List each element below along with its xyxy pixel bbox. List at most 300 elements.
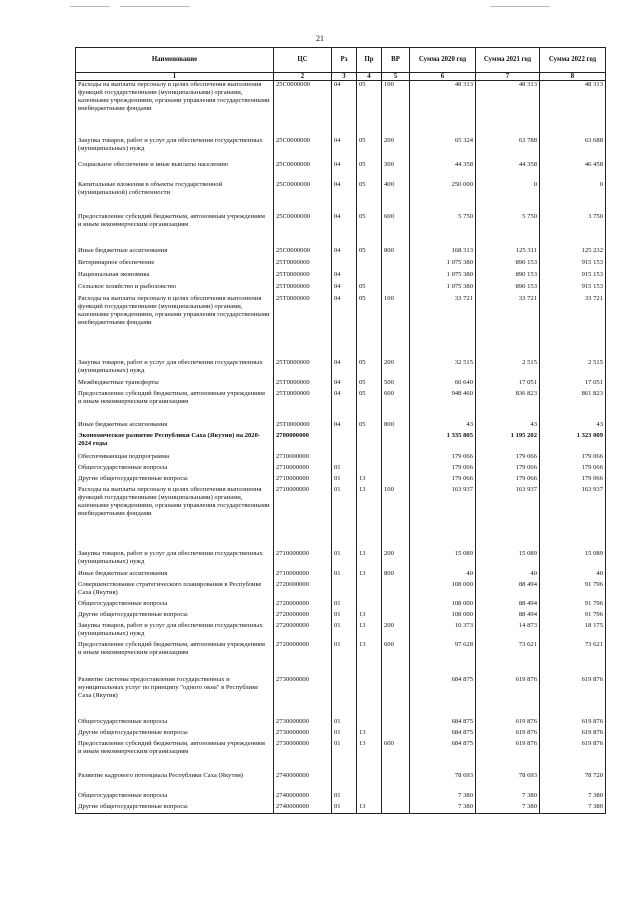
row-sum-2020: 684 875 xyxy=(410,740,476,772)
row-expense-type xyxy=(382,464,410,475)
row-target-code: 2730000000 xyxy=(274,729,332,740)
table-row xyxy=(76,247,606,259)
col-header-rz: Рз xyxy=(332,48,357,73)
table-row xyxy=(76,390,606,421)
row-target-code: 25Т0000000 xyxy=(274,359,332,379)
row-sum-2021: 40 xyxy=(476,570,540,581)
row-sum-2021: 88 494 xyxy=(476,611,540,622)
row-expense-type: 600 xyxy=(382,213,410,247)
row-sum-2020: 32 515 xyxy=(410,359,476,379)
row-sum-2022: 7 380 xyxy=(540,792,606,803)
table-row xyxy=(76,137,606,161)
row-section: 01 xyxy=(332,486,357,550)
row-expense-type xyxy=(382,283,410,295)
row-expense-type: 200 xyxy=(382,622,410,641)
budget-table xyxy=(75,47,606,814)
row-sum-2021: 5 750 xyxy=(476,213,540,247)
row-sum-2020: 1 075 380 xyxy=(410,259,476,271)
row-sum-2022: 91 796 xyxy=(540,581,606,600)
row-subsection: 05 xyxy=(357,161,382,181)
row-section xyxy=(332,432,357,453)
row-sum-2022: 91 796 xyxy=(540,600,606,611)
row-section xyxy=(332,453,357,464)
row-subsection: 13 xyxy=(357,550,382,570)
row-sum-2020: 10 373 xyxy=(410,622,476,641)
row-name: Предоставление субсидий бюджетным, автономным учреждениям и иным некоммерческим организациям xyxy=(76,390,274,421)
row-sum-2020: 40 xyxy=(410,570,476,581)
row-section xyxy=(332,676,357,718)
row-section: 01 xyxy=(332,729,357,740)
col-number: 5 xyxy=(382,73,410,81)
row-sum-2022: 78 720 xyxy=(540,772,606,792)
row-name: Предоставление субсидий бюджетным, автономным учреждениям и иным некоммерческим организациям xyxy=(76,740,274,772)
row-section: 01 xyxy=(332,464,357,475)
row-section: 04 xyxy=(332,359,357,379)
row-target-code: 25С0000000 xyxy=(274,81,332,137)
row-subsection xyxy=(357,271,382,283)
table-row xyxy=(76,622,606,641)
row-sum-2022: 73 621 xyxy=(540,641,606,676)
row-sum-2020: 684 875 xyxy=(410,718,476,729)
table-body xyxy=(76,81,606,814)
row-name: Сельское хозяйство и рыболовство xyxy=(76,283,274,295)
row-target-code: 25С0000000 xyxy=(274,247,332,259)
row-sum-2022: 48 313 xyxy=(540,81,606,137)
row-section: 01 xyxy=(332,622,357,641)
row-sum-2022: 63 688 xyxy=(540,137,606,161)
row-target-code: 2720000000 xyxy=(274,581,332,600)
row-target-code: 25Т0000000 xyxy=(274,421,332,432)
row-sum-2022: 43 xyxy=(540,421,606,432)
row-section: 04 xyxy=(332,421,357,432)
row-subsection xyxy=(357,581,382,600)
row-expense-type xyxy=(382,475,410,486)
row-sum-2021: 0 xyxy=(476,181,540,213)
row-expense-type: 100 xyxy=(382,486,410,550)
row-section: 01 xyxy=(332,641,357,676)
row-target-code: 25Т0000000 xyxy=(274,390,332,421)
row-sum-2021: 88 494 xyxy=(476,600,540,611)
row-sum-2020: 108 000 xyxy=(410,611,476,622)
table-row xyxy=(76,581,606,600)
row-sum-2021: 890 153 xyxy=(476,259,540,271)
col-header-2020: Сумма 2020 год xyxy=(410,48,476,73)
row-expense-type: 800 xyxy=(382,247,410,259)
col-number: 1 xyxy=(76,73,274,81)
row-section xyxy=(332,581,357,600)
row-name: Закупка товаров, работ и услуг для обеспечения государственных (муниципальных) нужд xyxy=(76,550,274,570)
row-target-code: 25С0000000 xyxy=(274,213,332,247)
row-sum-2021: 73 621 xyxy=(476,641,540,676)
row-sum-2020: 97 628 xyxy=(410,641,476,676)
row-name: Иные бюджетные ассигнования xyxy=(76,570,274,581)
row-subsection xyxy=(357,432,382,453)
row-subsection xyxy=(357,718,382,729)
row-name: Другие общегосударственные вопросы xyxy=(76,611,274,622)
row-sum-2022: 619 876 xyxy=(540,740,606,772)
row-sum-2021: 15 089 xyxy=(476,550,540,570)
col-number: 8 xyxy=(540,73,606,81)
row-expense-type: 200 xyxy=(382,137,410,161)
row-target-code: 2700000000 xyxy=(274,432,332,453)
table-row xyxy=(76,295,606,359)
col-header-2022: Сумма 2022 год xyxy=(540,48,606,73)
row-target-code: 2740000000 xyxy=(274,792,332,803)
col-header-pr: Пр xyxy=(357,48,382,73)
row-subsection xyxy=(357,259,382,271)
row-sum-2020: 48 313 xyxy=(410,81,476,137)
row-sum-2022: 1 323 009 xyxy=(540,432,606,453)
row-sum-2021: 619 876 xyxy=(476,740,540,772)
row-section: 01 xyxy=(332,803,357,814)
row-section: 01 xyxy=(332,792,357,803)
row-sum-2021: 7 380 xyxy=(476,803,540,814)
row-sum-2020: 179 066 xyxy=(410,475,476,486)
row-target-code: 2710000000 xyxy=(274,550,332,570)
row-sum-2021: 1 195 202 xyxy=(476,432,540,453)
row-expense-type: 600 xyxy=(382,390,410,421)
row-subsection xyxy=(357,676,382,718)
row-sum-2020: 108 000 xyxy=(410,581,476,600)
row-expense-type: 200 xyxy=(382,550,410,570)
row-target-code: 2740000000 xyxy=(274,803,332,814)
row-subsection xyxy=(357,453,382,464)
row-section: 04 xyxy=(332,295,357,359)
row-sum-2021: 78 693 xyxy=(476,772,540,792)
row-name: Иные бюджетные ассигнования xyxy=(76,247,274,259)
row-sum-2021: 48 313 xyxy=(476,81,540,137)
row-target-code: 2730000000 xyxy=(274,740,332,772)
row-name: Развитие кадрового потенциала Республики Саха (Якутия) xyxy=(76,772,274,792)
row-section: 04 xyxy=(332,271,357,283)
row-section: 04 xyxy=(332,213,357,247)
row-name: Экономическое развитие Республики Саха (Якутия) на 2020-2024 годы xyxy=(76,432,274,453)
row-sum-2020: 65 324 xyxy=(410,137,476,161)
row-section: 01 xyxy=(332,740,357,772)
col-header-name: Наименование xyxy=(76,48,274,73)
row-sum-2022: 46 458 xyxy=(540,161,606,181)
row-name: Расходы на выплаты персоналу в целях обеспечения выполнения функций государственными (муниципальными) органами, казенными учреждениями, органами управления государственными внебюджетными фондами xyxy=(76,486,274,550)
row-target-code: 25Т0000000 xyxy=(274,259,332,271)
row-expense-type xyxy=(382,453,410,464)
row-sum-2020: 179 066 xyxy=(410,453,476,464)
row-sum-2022: 179 066 xyxy=(540,464,606,475)
col-number: 3 xyxy=(332,73,357,81)
row-section: 01 xyxy=(332,718,357,729)
table-row xyxy=(76,772,606,792)
row-target-code: 2720000000 xyxy=(274,600,332,611)
scan-artifact xyxy=(120,6,190,7)
row-target-code: 25С0000000 xyxy=(274,161,332,181)
row-expense-type xyxy=(382,803,410,814)
row-sum-2021: 2 515 xyxy=(476,359,540,379)
row-expense-type: 800 xyxy=(382,421,410,432)
table-row xyxy=(76,379,606,390)
scan-artifact xyxy=(490,6,550,7)
row-expense-type: 400 xyxy=(382,181,410,213)
row-expense-type: 200 xyxy=(382,359,410,379)
row-expense-type: 500 xyxy=(382,379,410,390)
row-sum-2020: 168 313 xyxy=(410,247,476,259)
row-subsection: 13 xyxy=(357,622,382,641)
row-sum-2021: 179 066 xyxy=(476,475,540,486)
row-expense-type xyxy=(382,729,410,740)
row-target-code: 2740000000 xyxy=(274,772,332,792)
row-section: 01 xyxy=(332,475,357,486)
row-sum-2020: 33 721 xyxy=(410,295,476,359)
header-row xyxy=(76,48,606,73)
row-expense-type xyxy=(382,676,410,718)
row-subsection: 13 xyxy=(357,803,382,814)
row-target-code: 2710000000 xyxy=(274,570,332,581)
col-number: 7 xyxy=(476,73,540,81)
row-name: Общегосударственные вопросы xyxy=(76,464,274,475)
row-sum-2022: 18 175 xyxy=(540,622,606,641)
row-name: Совершенствование стратегического планирования в Республике Саха (Якутия) xyxy=(76,581,274,600)
row-section: 01 xyxy=(332,570,357,581)
table-row xyxy=(76,259,606,271)
row-name: Обеспечивающая подпрограмма xyxy=(76,453,274,464)
table-row xyxy=(76,803,606,814)
row-sum-2020: 684 875 xyxy=(410,676,476,718)
column-number-row xyxy=(76,73,606,81)
row-sum-2021: 619 876 xyxy=(476,718,540,729)
row-subsection: 05 xyxy=(357,247,382,259)
row-target-code: 2710000000 xyxy=(274,475,332,486)
row-sum-2022: 40 xyxy=(540,570,606,581)
row-target-code: 25С0000000 xyxy=(274,181,332,213)
row-sum-2022: 619 876 xyxy=(540,676,606,718)
row-sum-2022: 91 796 xyxy=(540,611,606,622)
row-target-code: 25Т0000000 xyxy=(274,271,332,283)
row-sum-2020: 78 693 xyxy=(410,772,476,792)
row-sum-2020: 163 937 xyxy=(410,486,476,550)
row-sum-2022: 3 750 xyxy=(540,213,606,247)
row-name: Капитальные вложения в объекты государственной (муниципальной) собственности xyxy=(76,181,274,213)
row-expense-type: 800 xyxy=(382,570,410,581)
row-name: Развитие системы предоставления государственных и муниципальных услуг по принципу "одного окна" в Республике Саха (Якутия) xyxy=(76,676,274,718)
row-subsection: 05 xyxy=(357,379,382,390)
row-expense-type xyxy=(382,792,410,803)
row-sum-2021: 17 051 xyxy=(476,379,540,390)
table-row xyxy=(76,453,606,464)
row-expense-type xyxy=(382,581,410,600)
row-section: 04 xyxy=(332,161,357,181)
row-sum-2020: 43 xyxy=(410,421,476,432)
table-row xyxy=(76,729,606,740)
row-section: 01 xyxy=(332,600,357,611)
row-expense-type xyxy=(382,718,410,729)
table-row xyxy=(76,486,606,550)
col-number: 6 xyxy=(410,73,476,81)
col-number: 4 xyxy=(357,73,382,81)
row-sum-2020: 948 460 xyxy=(410,390,476,421)
row-sum-2020: 1 075 380 xyxy=(410,283,476,295)
row-subsection: 05 xyxy=(357,213,382,247)
row-sum-2021: 163 937 xyxy=(476,486,540,550)
table-row xyxy=(76,475,606,486)
table-row xyxy=(76,676,606,718)
row-sum-2020: 7 380 xyxy=(410,792,476,803)
row-subsection: 05 xyxy=(357,181,382,213)
row-sum-2020: 1 335 805 xyxy=(410,432,476,453)
row-section: 04 xyxy=(332,81,357,137)
row-expense-type xyxy=(382,772,410,792)
row-sum-2021: 43 xyxy=(476,421,540,432)
row-sum-2022: 915 153 xyxy=(540,259,606,271)
row-subsection: 13 xyxy=(357,486,382,550)
row-sum-2022: 0 xyxy=(540,181,606,213)
row-sum-2021: 33 721 xyxy=(476,295,540,359)
table-row xyxy=(76,550,606,570)
row-sum-2022: 861 823 xyxy=(540,390,606,421)
row-sum-2022: 7 380 xyxy=(540,803,606,814)
table-row xyxy=(76,641,606,676)
row-name: Предоставление субсидий бюджетным, автономным учреждениям и иным некоммерческим организациям xyxy=(76,641,274,676)
row-expense-type: 600 xyxy=(382,641,410,676)
table-row xyxy=(76,600,606,611)
row-section: 01 xyxy=(332,611,357,622)
row-sum-2020: 44 358 xyxy=(410,161,476,181)
table-row xyxy=(76,161,606,181)
row-section: 04 xyxy=(332,181,357,213)
row-sum-2022: 179 066 xyxy=(540,453,606,464)
row-target-code: 2710000000 xyxy=(274,486,332,550)
row-sum-2021: 14 873 xyxy=(476,622,540,641)
row-subsection xyxy=(357,792,382,803)
row-sum-2022: 179 066 xyxy=(540,475,606,486)
table-row xyxy=(76,271,606,283)
page-number: 21 xyxy=(316,34,324,43)
row-subsection: 13 xyxy=(357,641,382,676)
col-header-2021: Сумма 2021 год xyxy=(476,48,540,73)
row-name: Общегосударственные вопросы xyxy=(76,718,274,729)
scan-artifact xyxy=(70,6,110,7)
row-subsection: 05 xyxy=(357,359,382,379)
row-subsection: 13 xyxy=(357,611,382,622)
row-target-code: 2730000000 xyxy=(274,676,332,718)
row-sum-2021: 890 153 xyxy=(476,283,540,295)
row-target-code: 2720000000 xyxy=(274,622,332,641)
row-section xyxy=(332,772,357,792)
row-target-code: 2720000000 xyxy=(274,611,332,622)
row-subsection: 13 xyxy=(357,740,382,772)
row-name: Национальная экономика xyxy=(76,271,274,283)
table-row xyxy=(76,740,606,772)
row-name: Расходы на выплаты персоналу в целях обеспечения выполнения функций государственными (муниципальными) органами, казенными учреждениями, органами управления государственными внебюджетными фондами xyxy=(76,81,274,137)
row-target-code: 2720000000 xyxy=(274,641,332,676)
row-target-code: 2730000000 xyxy=(274,718,332,729)
row-section: 04 xyxy=(332,379,357,390)
table-row xyxy=(76,181,606,213)
row-subsection: 05 xyxy=(357,421,382,432)
table-row xyxy=(76,359,606,379)
row-subsection: 05 xyxy=(357,137,382,161)
row-sum-2020: 108 000 xyxy=(410,600,476,611)
row-name: Социальное обеспечение и иные выплаты населению xyxy=(76,161,274,181)
row-name: Общегосударственные вопросы xyxy=(76,792,274,803)
table-row xyxy=(76,464,606,475)
row-sum-2021: 44 358 xyxy=(476,161,540,181)
row-name: Иные бюджетные ассигнования xyxy=(76,421,274,432)
row-sum-2022: 619 876 xyxy=(540,729,606,740)
row-sum-2021: 88 494 xyxy=(476,581,540,600)
table-row xyxy=(76,611,606,622)
row-sum-2021: 619 876 xyxy=(476,676,540,718)
col-header-vr: ВР xyxy=(382,48,410,73)
row-expense-type xyxy=(382,271,410,283)
row-section: 04 xyxy=(332,137,357,161)
table-row xyxy=(76,432,606,453)
row-sum-2022: 15 089 xyxy=(540,550,606,570)
table-row xyxy=(76,81,606,137)
row-expense-type: 600 xyxy=(382,740,410,772)
row-sum-2020: 60 640 xyxy=(410,379,476,390)
row-sum-2020: 1 075 380 xyxy=(410,271,476,283)
table-row xyxy=(76,283,606,295)
row-subsection: 13 xyxy=(357,570,382,581)
row-sum-2020: 179 066 xyxy=(410,464,476,475)
table-row xyxy=(76,718,606,729)
row-name: Другие общегосударственные вопросы xyxy=(76,803,274,814)
row-name: Расходы на выплаты персоналу в целях обеспечения выполнения функций государственными (муниципальными) органами, казенными учреждениями, органами управления государственными внебюджетными фондами xyxy=(76,295,274,359)
row-subsection xyxy=(357,464,382,475)
row-subsection xyxy=(357,772,382,792)
row-sum-2021: 7 380 xyxy=(476,792,540,803)
row-target-code: 2710000000 xyxy=(274,464,332,475)
row-name: Межбюджетные трансферты xyxy=(76,379,274,390)
row-sum-2021: 125 311 xyxy=(476,247,540,259)
row-sum-2022: 2 515 xyxy=(540,359,606,379)
row-sum-2020: 5 750 xyxy=(410,213,476,247)
row-sum-2021: 179 066 xyxy=(476,453,540,464)
row-name: Предоставление субсидий бюджетным, автономным учреждениям и иным некоммерческим организациям xyxy=(76,213,274,247)
row-sum-2021: 63 788 xyxy=(476,137,540,161)
row-subsection: 05 xyxy=(357,390,382,421)
row-expense-type: 100 xyxy=(382,295,410,359)
row-section: 04 xyxy=(332,283,357,295)
row-target-code: 2710000000 xyxy=(274,453,332,464)
row-subsection: 05 xyxy=(357,295,382,359)
row-sum-2022: 619 876 xyxy=(540,718,606,729)
row-name: Другие общегосударственные вопросы xyxy=(76,729,274,740)
row-sum-2020: 15 089 xyxy=(410,550,476,570)
row-section: 04 xyxy=(332,390,357,421)
row-target-code: 25Т0000000 xyxy=(274,283,332,295)
row-expense-type: 300 xyxy=(382,161,410,181)
row-expense-type xyxy=(382,259,410,271)
row-sum-2021: 619 876 xyxy=(476,729,540,740)
row-target-code: 25Т0000000 xyxy=(274,379,332,390)
row-name: Закупка товаров, работ и услуг для обеспечения государственных (муниципальных) нужд xyxy=(76,359,274,379)
row-expense-type: 100 xyxy=(382,81,410,137)
row-subsection: 13 xyxy=(357,729,382,740)
row-sum-2021: 836 823 xyxy=(476,390,540,421)
row-sum-2020: 250 000 xyxy=(410,181,476,213)
row-sum-2022: 33 721 xyxy=(540,295,606,359)
row-sum-2022: 17 051 xyxy=(540,379,606,390)
table-row xyxy=(76,792,606,803)
row-sum-2021: 890 153 xyxy=(476,271,540,283)
row-sum-2022: 125 232 xyxy=(540,247,606,259)
table-row xyxy=(76,570,606,581)
row-expense-type xyxy=(382,600,410,611)
row-name: Закупка товаров, работ и услуг для обеспечения государственных (муниципальных) нужд xyxy=(76,137,274,161)
row-section: 01 xyxy=(332,550,357,570)
row-sum-2022: 915 153 xyxy=(540,271,606,283)
row-sum-2020: 7 380 xyxy=(410,803,476,814)
row-name: Другие общегосударственные вопросы xyxy=(76,475,274,486)
